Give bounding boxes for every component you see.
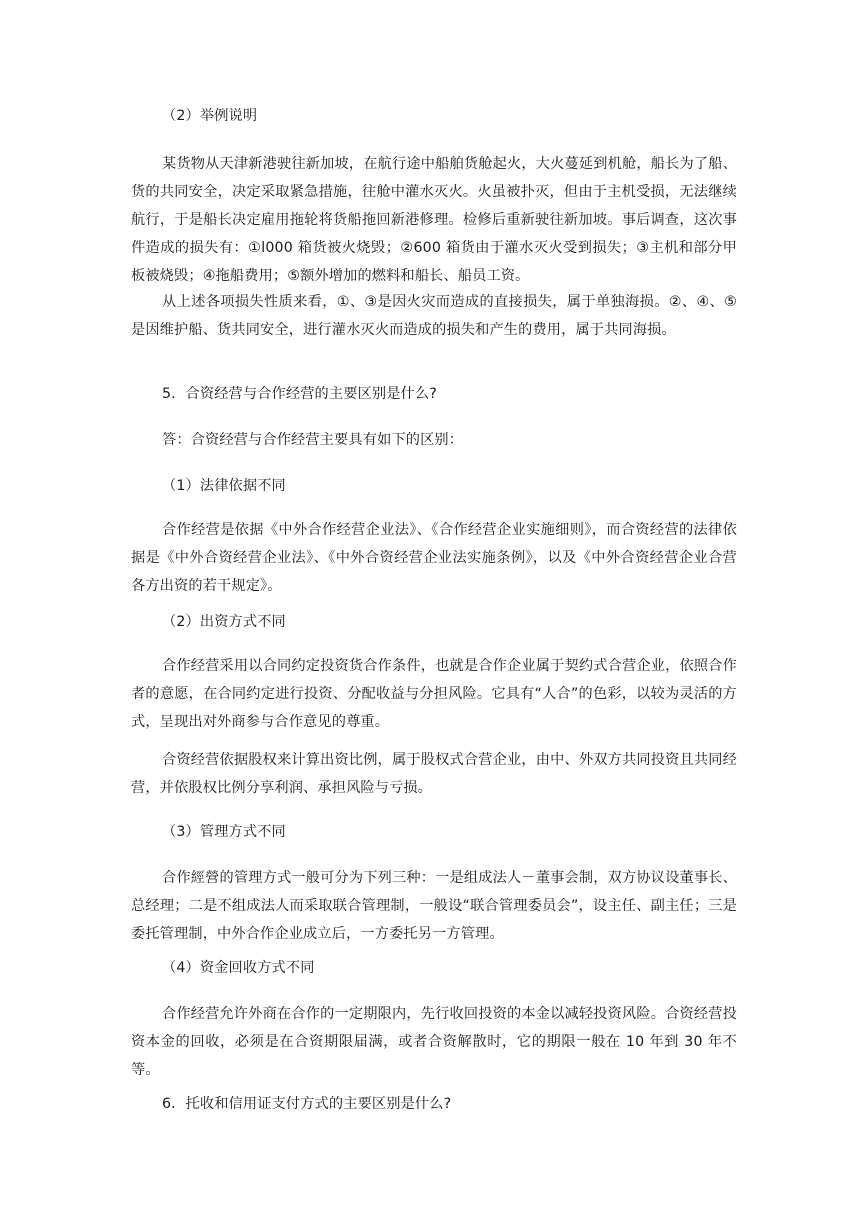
question-6: 6．托收和信用证支付方式的主要区别是什么? [162, 1096, 452, 1112]
answer-5-intro: 答：合资经营与合作经营主要具有如下的区别： [162, 432, 464, 448]
question-5: 5．合资经营与合作经营的主要区别是什么? [162, 386, 437, 402]
paragraph-legal-basis: 合作经营是依据《中外合作经营企业法》、《合作经营企业实施细则》，而合资经营的法律依据是《中外合资经营企业法》、《中外合资经营企业法实施条例》，以及《中外合资经营企业合营各方出资的若干规定》。 [131, 522, 737, 594]
paragraph-management-method: 合作經營的管理方式一般可分为下列三种：一是组成法人－董事会制，双方协议设董事长、总经理；二是不组成法人而采取联合管理制，一般设“联合管理委员会”，设主任、副主任；三是委托管理制，中外合作企业成立后，一方委托另一方管理。 [131, 870, 737, 942]
paragraph-example-case: 某货物从天津新港驶往新加坡，在航行途中船舶货舱起火，大火蔓延到机舱，船长为了船、货的共同安全，决定采取紧急措施，往舱中灌水灭火。火虽被扑灭，但由于主机受损，无法继续航行，于是船长决定雇用拖轮将货船拖回新港修理。检修后重新驶往新加坡。事后调查，这次事件造成的损失有：①l000 箱货被火烧毁；②600 箱货由于灌水灭火受到损失；③主机和部分甲板被烧毁；④拖船费用；⑤额外增加的燃料和船长、船员工资。 [131, 156, 737, 284]
subheading-legal-basis: （1）法律依据不同 [162, 478, 286, 494]
subheading-example: （2）举例说明 [162, 108, 258, 124]
paragraph-cooperative-investment: 合作经营采用以合同约定投资货合作条件，也就是合作企业属于契约式合营企业，依照合作者的意愿，在合同约定进行投资、分配收益与分担风险。它具有“人合”的色彩，以较为灵活的方式，呈现出对外商参与合作意见的尊重。 [131, 658, 737, 730]
paragraph-loss-analysis: 从上述各项损失性质来看，①、③是因火灾而造成的直接损失，属于单独海损。②、④、⑤是因维护船、货共同安全，进行灌水灭火而造成的损失和产生的费用，属于共同海损。 [131, 294, 737, 338]
paragraph-capital-recovery: 合作经营允许外商在合作的一定期限内，先行收回投资的本金以减轻投资风险。合资经营投资本金的回收，必须是在合资期限届满，或者合资解散时，它的期限一般在 10 年到 30 年不等。 [131, 1006, 737, 1078]
subheading-management-method: （3）管理方式不同 [162, 824, 286, 840]
subheading-capital-recovery: （4）资金回收方式不同 [162, 960, 315, 976]
subheading-investment-method: （2）出资方式不同 [162, 614, 286, 630]
paragraph-joint-venture-investment: 合资经营依据股权来计算出资比例，属于股权式合营企业，由中、外双方共同投资且共同经营，并依股权比例分享利润、承担风险与亏损。 [131, 752, 737, 796]
